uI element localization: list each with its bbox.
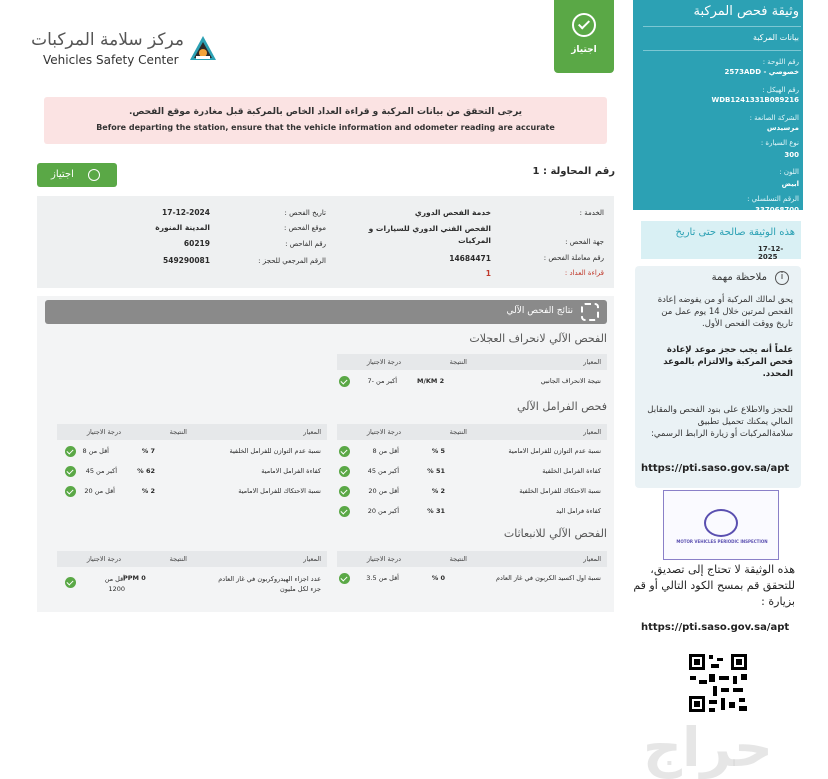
row-result: 2 % [141, 487, 155, 495]
verify-link[interactable]: https://pti.saso.gov.sa/apt [641, 622, 790, 633]
inspection-stamp [663, 490, 779, 560]
row-grade: أكبر من 20 [367, 507, 399, 515]
stamp-text: MOTOR VEHICLES PERIODIC INSPECTION [676, 539, 768, 544]
validity-text: هذه الوثيقة صالحة حتى تاريخ [675, 227, 795, 238]
note-paragraph-2: علماً أنه يجب حجز موعد لإعادة فحص المركبة والالتزام بالموعد المحدد. [663, 345, 793, 379]
row-grade: أقل من 1200 [104, 575, 125, 593]
table-row [57, 484, 327, 500]
warning-text-ar: يرجى التحقق من بيانات المركبة و قراءة العداد الخاص بالمركبة قبل مغادرة موقع الفحص. [128, 107, 523, 117]
header-grade: درجة الاجتياز [86, 555, 121, 563]
attempt-label: رقم المحاولة : [543, 166, 615, 177]
row-criterion: نسبة الاحتكاك للفرامل الامامية [238, 487, 321, 495]
serial-value: 337068700 [755, 206, 799, 214]
plate-label: رقم اللوحة : [762, 58, 799, 66]
service-label: الخدمة : [579, 209, 604, 217]
pass-badge [554, 0, 614, 73]
row-criterion: كفاءة فرامل اليد [555, 507, 601, 515]
note-title: ملاحظة مهمة [711, 272, 767, 283]
brakes-title: فحص الفرامل الآلي [517, 400, 607, 413]
attempt-value: 1 [532, 166, 540, 177]
maker-value: مرسيدس [766, 124, 799, 132]
gear-icon [581, 303, 599, 321]
transaction-label: رقم معاملة الفحص : [543, 254, 604, 262]
transaction-value: 14684471 [449, 254, 491, 263]
check-icon [339, 486, 350, 497]
car-icon [704, 509, 738, 537]
emissions-left-table-header [57, 551, 327, 567]
row-grade: أكبر من 45 [85, 467, 117, 475]
chassis-label: رقم الهيكل : [762, 86, 799, 94]
check-icon [339, 506, 350, 517]
note-link[interactable]: https://pti.saso.gov.sa/apt [641, 463, 790, 474]
header-grade: درجة الاجتياز [366, 358, 401, 366]
logo-text-en: Vehicles Safety Center [43, 53, 179, 67]
table-row [337, 484, 607, 500]
results-header-label: نتائج الفحص الآلي [506, 306, 573, 316]
vehicle-info-panel [633, 0, 803, 210]
warning-text-en: Before departing the station, ensure that the vehicle information and odometer reading are accurate [96, 123, 555, 132]
row-criterion: نسبة اول اكسيد الكربون في غاز العادم [496, 574, 601, 582]
table-row [337, 504, 607, 520]
results-header [45, 300, 607, 324]
authority-value: الفحص الفني الدوري للسيارات و المركبات [368, 224, 491, 245]
check-icon [65, 466, 76, 477]
header-result: النتيجة [169, 555, 187, 563]
logo-text-ar: مركز سلامة المركبات [31, 30, 184, 50]
service-value: خدمة الفحص الدوري [414, 208, 491, 217]
row-grade: أكبر من 45 [367, 467, 399, 475]
type-value: 300 [784, 151, 799, 159]
header-criterion: المعيار [303, 428, 321, 436]
table-row [337, 571, 607, 587]
date-label: تاريخ الفحص : [284, 209, 326, 217]
table-row [337, 464, 607, 480]
check-icon [339, 446, 350, 457]
row-criterion: عدد اجزاء الهيدروكربون في غاز العادم جزء لكل مليون [218, 575, 321, 593]
warning-banner [44, 97, 607, 144]
location-value: المدينة المنورة [155, 223, 210, 232]
attempt-number [533, 166, 615, 177]
header-grade: درجة الاجتياز [366, 555, 401, 563]
ref-value: 549290081 [163, 256, 210, 265]
watermark: حراج [643, 716, 773, 779]
header-result: النتيجة [449, 358, 467, 366]
header-criterion: المعيار [583, 358, 601, 366]
row-grade: أقل من 3.5 [366, 574, 399, 582]
row-result: 5 % [431, 447, 445, 455]
vehicle-data-subtitle: بيانات المركبة [752, 33, 799, 42]
row-criterion: نسبة عدم التوازن للفرامل الخلفية [229, 447, 321, 455]
row-criterion: نتيجة الانحراف الجانبي [540, 377, 601, 385]
row-result: 0 % [431, 574, 445, 582]
header-criterion: المعيار [583, 555, 601, 563]
validity-box [641, 221, 801, 259]
header-criterion: المعيار [583, 428, 601, 436]
type-label: نوع السيارة : [760, 139, 799, 147]
row-result: 62 % [137, 467, 155, 475]
row-grade: أقل من 20 [84, 487, 115, 495]
table-row [57, 571, 327, 601]
alignment-title: الفحص الآلي لانحراف العجلات [469, 332, 607, 345]
check-icon [65, 486, 76, 497]
row-grade: أقل من 20 [368, 487, 399, 495]
alignment-table-header [337, 354, 607, 370]
color-label: اللون : [779, 168, 799, 176]
row-result: 51 % [427, 467, 445, 475]
header-result: النتيجة [449, 555, 467, 563]
chassis-value: WDB1241331B089216 [711, 96, 799, 104]
inspector-value: 60219 [183, 239, 210, 248]
row-grade: أقل من 8 [372, 447, 399, 455]
note-paragraph-3: للحجز والاطلاع على بنود الفحص والمقابل المالي يمكنك تحميل تطبيق سلامةالمركبات أو زيارة الرابط الرسمي: [647, 405, 793, 439]
odometer-value: 1 [485, 269, 491, 278]
location-label: موقع الفحص : [284, 224, 326, 232]
row-criterion: نسبة الاحتكاك للفرامل الخلفية [519, 487, 601, 495]
check-icon [65, 446, 76, 457]
table-row [57, 444, 327, 460]
important-note [635, 266, 801, 488]
brakes-left-table-header [57, 424, 327, 440]
inspector-label: رقم الفاحص : [285, 240, 326, 248]
row-criterion: نسبة عدم التوازن للفرامل الامامية [508, 447, 601, 455]
logo [31, 28, 220, 73]
pass-button-label: اجتياز [51, 169, 74, 180]
info-icon: i [775, 271, 789, 285]
header-result: النتيجة [449, 428, 467, 436]
header-grade: درجة الاجتياز [86, 428, 121, 436]
row-result: 2 % [431, 487, 445, 495]
table-row [57, 464, 327, 480]
row-criterion: كفاءة الفرامل الامامية [261, 467, 321, 475]
header-grade: درجة الاجتياز [366, 428, 401, 436]
ref-label: الرقم المرجعي للحجز : [258, 257, 326, 265]
row-result: PPM 0 [123, 574, 146, 582]
date-value: 17-12-2024 [162, 208, 210, 217]
row-grade: أكبر من -7 [367, 377, 397, 385]
qr-code[interactable] [687, 652, 749, 714]
plate-value: خصوصي - 2573ADD [724, 68, 799, 76]
row-grade: أقل من 8 [82, 447, 109, 455]
maker-label: الشركة الصانعة : [749, 114, 799, 122]
header-result: النتيجة [169, 428, 187, 436]
header-criterion: المعيار [303, 555, 321, 563]
row-criterion: كفاءة الفرامل الخلفية [542, 467, 601, 475]
verify-text: هذه الوثيقة لا تحتاج إلى تصديق، للتحقق قم بمسح الكود التالي أو قم بزيارة : [633, 563, 795, 608]
check-icon [339, 466, 350, 477]
document-title: وثيقة فحص المركبة [693, 4, 799, 19]
table-row [337, 374, 607, 390]
row-result: 31 % [427, 507, 445, 515]
check-icon [339, 376, 350, 387]
color-value: ابيض [781, 180, 799, 188]
check-icon [65, 577, 76, 588]
check-icon [339, 573, 350, 584]
sidebar [633, 0, 803, 779]
authority-label: جهة الفحص : [565, 238, 604, 246]
row-result: M/KM 2 [417, 377, 445, 385]
check-circle-icon [88, 169, 100, 181]
pass-badge-label: اجتياز [571, 45, 597, 55]
note-paragraph-1: يحق لمالك المركبة أو من يفوضه إعادة الفحص لمرتين خلال 14 يوم عمل من تاريخ ووقت الفحص الأول. [657, 295, 793, 329]
check-circle-icon [572, 13, 596, 37]
row-result: 7 % [141, 447, 155, 455]
odometer-label: قراءة العداد : [564, 269, 604, 277]
table-row [337, 444, 607, 460]
logo-emblem-icon [188, 34, 218, 64]
brakes-right-table-header [337, 424, 607, 440]
emissions-title: الفحص الآلي للانبعاثات [503, 527, 607, 540]
pass-button[interactable] [37, 163, 117, 187]
emissions-right-table-header [337, 551, 607, 567]
validity-date: 17-12-2025 [758, 245, 784, 261]
inspection-details-panel [37, 196, 614, 288]
serial-label: الرقم التسلسلي : [747, 195, 799, 203]
